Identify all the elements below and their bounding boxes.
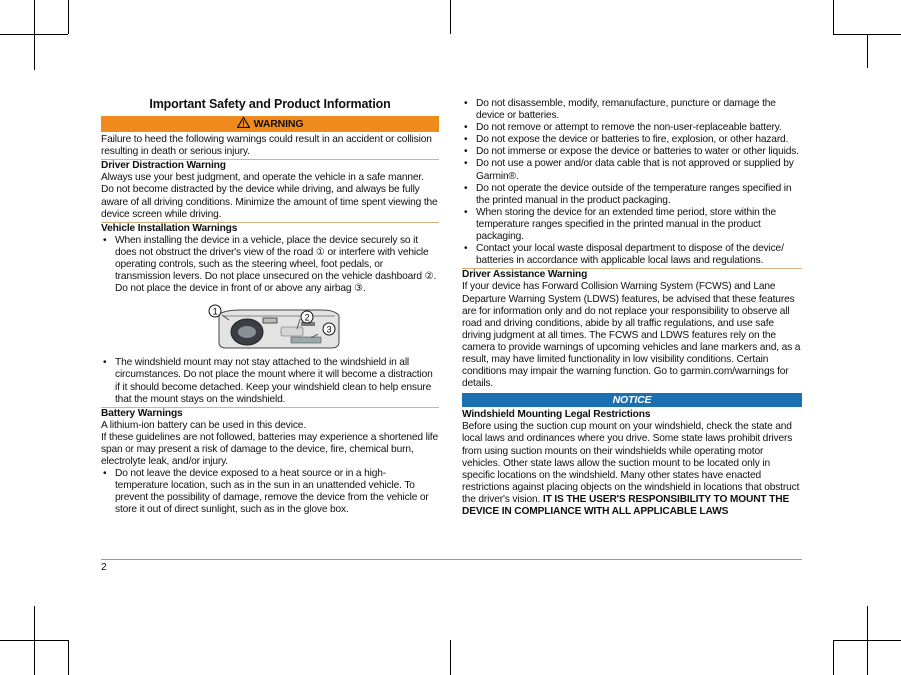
warning-banner <box>101 116 439 132</box>
crop-mark <box>34 606 35 675</box>
callout-1 <box>209 305 221 317</box>
battery-body-1: A lithium-ion battery can be used in this device. <box>101 419 307 431</box>
warning-intro: Failure to heed the following warnings could result in an accident or collision resulting in death or serious injury. <box>101 134 439 160</box>
crop-mark <box>68 0 69 34</box>
windshield-legal-body <box>462 421 802 518</box>
footer-rule <box>101 559 802 560</box>
battery-title: Battery Warnings <box>101 407 183 419</box>
windshield-legal-title: Windshield Mounting Legal Restrictions <box>462 409 651 421</box>
crop-mark <box>833 640 834 675</box>
list-item: • The windshield mount may not stay attached to the windshield in all circumstances. Do not place the mount where it will become a distraction if it should become detached. Keep your windshield clean to help ensure that the mount stays on the windshield. <box>101 357 439 405</box>
crop-mark <box>34 34 68 35</box>
callout-2 <box>301 311 313 323</box>
vehicle-installation-list-2 <box>101 357 439 407</box>
crop-mark <box>867 34 868 68</box>
crop-mark <box>68 640 69 675</box>
list-item: • When installing the device in a vehicle, place the device securely so it does not obstruct the driver's view of the road ① or interfere with vehicle operating controls, such as the steering wheel, foot pedals, or transmission levers. Do not place unsecured on the vehicle dashboard ②. Do not place the device in front of or above any airbag ③. <box>101 235 439 295</box>
list-item: • When storing the device for an extended time period, store within the temperature ranges specified in the printed manual in the product packaging. <box>462 207 802 243</box>
battery-warnings-list <box>462 98 802 269</box>
left-column <box>101 98 439 517</box>
list-item: • Do not expose the device or batteries to fire, explosion, or other hazard. <box>462 134 802 146</box>
vehicle-installation-list <box>101 235 439 295</box>
list-item: • Do not use a power and/or data cable that is not approved or supplied by Garmin®. <box>462 158 802 182</box>
driver-distraction-body: Always use your best judgment, and operate the vehicle in a safe manner. Do not become distracted by the device while driving, and always be fully aware of all driving conditions. Minimize the amount of time spent viewing the device screen while driving. <box>101 172 439 222</box>
list-item: • Contact your local waste disposal department to dispose of the device/ batteries in accordance with applicable local laws and regulations. <box>462 243 802 267</box>
list-item: • Do not remove or attempt to remove the non-user-replaceable battery. <box>462 122 802 134</box>
list-item: • Do not operate the device outside of the temperature ranges specified in the printed manual in the product packaging. <box>462 183 802 207</box>
list-item: • Do not immerse or expose the device or batteries to water or other liquids. <box>462 146 802 158</box>
crop-mark <box>450 640 451 675</box>
crop-mark <box>450 0 451 34</box>
warning-triangle-icon <box>237 117 250 128</box>
callout-1-label: 1 <box>212 306 218 317</box>
list-item: • Do not disassemble, modify, remanufacture, puncture or damage the device or batteries. <box>462 98 802 122</box>
right-column <box>462 98 802 518</box>
notice-banner <box>462 393 802 407</box>
driver-assistance-title: Driver Assistance Warning <box>462 269 588 281</box>
callout-3 <box>323 323 335 335</box>
list-item: • Do not leave the device exposed to a heat source or in a high-temperature location, such as in the sun in an unattended vehicle. To prevent the possibility of damage, remove the device from the vehicle or store it out of direct sunlight, such as in the glove box. <box>101 468 439 516</box>
crop-mark <box>867 606 868 675</box>
crop-mark <box>833 0 834 34</box>
warning-label: WARNING <box>253 118 304 131</box>
battery-list <box>101 468 439 516</box>
notice-label: NOTICE <box>612 394 652 407</box>
windshield-legal-text: Before using the suction cup mount on your windshield, check the state and local laws and ordinances where you drive. Some state laws prohibit drivers from using suction mounts on their windshields while operating motor vehicles. Other state laws allow the suction mount to be located only in specific locations on the windshield. Many other states have enacted restrictions against placing objects on the windshield in locations that obstruct the driver's vision. <box>462 421 800 505</box>
crop-mark <box>0 34 34 35</box>
callout-2-label: 2 <box>304 312 310 323</box>
dashboard-figure <box>101 298 439 352</box>
page-number: 2 <box>101 561 107 573</box>
vehicle-installation-title: Vehicle Installation Warnings <box>101 222 238 234</box>
windshield-legal-emphasis: IT IS THE USER'S RESPONSIBILITY TO MOUNT THE DEVICE IN COMPLIANCE WITH ALL APPLICABLE LAWS <box>462 493 790 517</box>
crop-mark <box>34 0 35 70</box>
driver-distraction-title: Driver Distraction Warning <box>101 160 226 172</box>
driver-assistance-body: If your device has Forward Collision Warning System (FCWS) and Lane Departure Warning System (LDWS) features, be advised that these features are for information only and do not replace your responsibility to observe all road and driving conditions, abide by all traffic regulations, and use safe driving judgment at all times. The FCWS and LDWS features rely on the camera to provide warnings of upcoming vehicles and lane markers and, as a result, may have limited functionality in low visibility conditions. Certain conditions may impair the warning function. Go to garmin.com/warnings for details. <box>462 281 801 390</box>
battery-body-2: If these guidelines are not followed, batteries may experience a shortened life span or may present a risk of damage to the device, fire, chemical burn, electrolyte leak, and/or injury. <box>101 431 438 468</box>
page-title: Important Safety and Product Information <box>149 97 391 111</box>
callout-3-label: 3 <box>326 324 332 335</box>
dashboard-illustration <box>101 298 439 352</box>
